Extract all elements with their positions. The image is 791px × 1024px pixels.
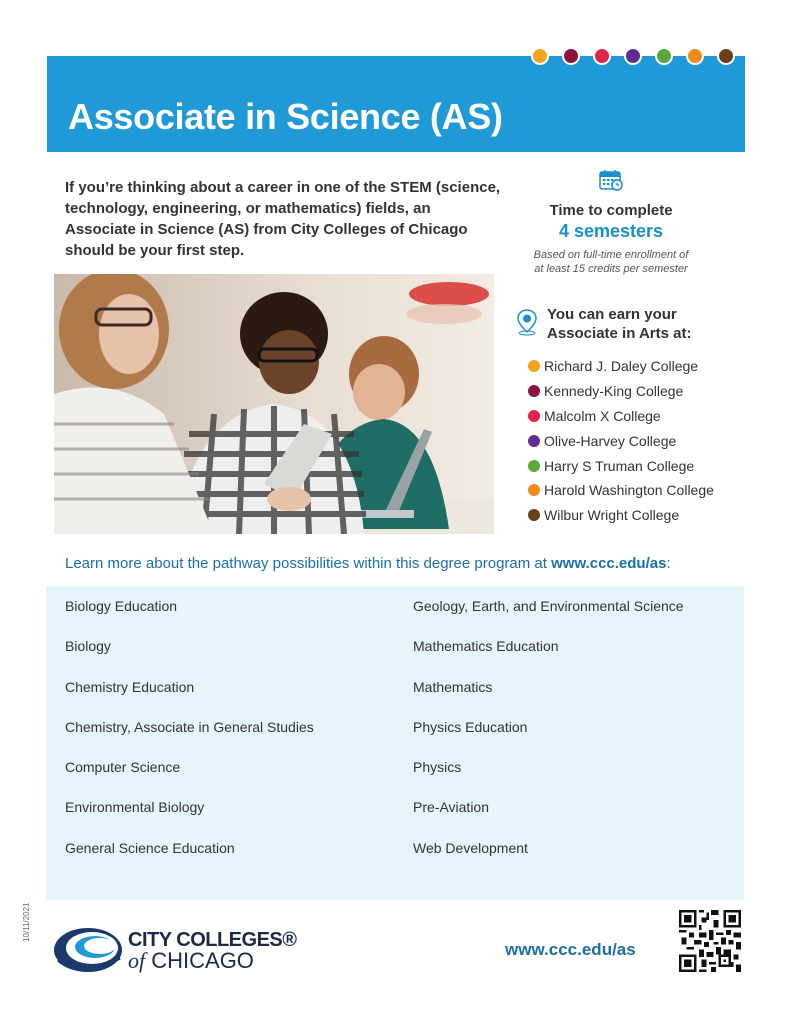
earn-title-line1: You can earn your <box>547 306 677 323</box>
pathway-item: Physics Education <box>413 718 528 735</box>
time-value: 4 semesters <box>558 221 664 241</box>
college-dot-icon <box>528 360 540 372</box>
college-item <box>528 478 714 503</box>
college-name: Kennedy-King College <box>544 383 684 400</box>
college-name: Malcolm X College <box>544 407 661 424</box>
college-name: Olive-Harvey College <box>544 432 677 449</box>
color-dot <box>593 47 611 65</box>
pathway-item: Mathematics Education <box>413 638 559 655</box>
pathway-item: Physics <box>413 759 462 776</box>
learn-more-label: Learn more about the pathway possibilities within this degree program at <box>65 555 552 572</box>
college-list <box>528 354 714 528</box>
learn-more-link[interactable]: www.ccc.edu/as <box>551 555 667 572</box>
time-note-line2: at least 15 credits per semester <box>534 263 688 275</box>
college-name: Richard J. Daley College <box>544 358 699 375</box>
earn-title <box>547 305 737 343</box>
pathway-item: General Science Education <box>65 839 235 856</box>
time-to-complete <box>516 168 706 276</box>
earn-title-line2: Associate in Arts at: <box>547 325 692 342</box>
logo-text-line2 <box>128 948 254 974</box>
pathway-item: Computer Science <box>65 759 181 776</box>
city-colleges-logo <box>50 920 297 981</box>
print-date: 10/11/2021 <box>22 902 31 942</box>
color-dot <box>562 47 580 65</box>
color-dot <box>655 47 673 65</box>
learn-more-text <box>65 555 671 572</box>
logo-swoosh-icon <box>50 920 126 976</box>
pathways-right-column <box>413 598 684 880</box>
college-name: Harold Washington College <box>544 482 714 499</box>
color-dot <box>686 47 704 65</box>
qr-code-icon[interactable] <box>679 910 741 972</box>
time-label: Time to complete <box>549 202 673 219</box>
students-photo <box>54 274 494 534</box>
pathway-item: Chemistry Education <box>65 678 195 695</box>
pathway-item: Environmental Biology <box>65 799 205 816</box>
college-dot-icon <box>528 385 540 397</box>
logo-text-line1: CITY COLLEGES® <box>128 929 297 951</box>
college-dot-icon <box>528 460 540 472</box>
pathways-left-column <box>65 598 314 880</box>
pathway-item: Mathematics <box>413 678 493 695</box>
footer-url-link[interactable]: www.ccc.edu/as <box>505 940 636 959</box>
color-dot <box>624 47 642 65</box>
time-note-line1: Based on full-time enrollment of <box>533 249 689 261</box>
college-item <box>528 354 714 379</box>
pathway-item: Pre-Aviation <box>413 799 490 816</box>
college-name: Wilbur Wright College <box>544 507 680 524</box>
logo-chicago: CHICAGO <box>151 948 254 973</box>
college-item <box>528 428 714 453</box>
college-name: Harry S Truman College <box>544 457 695 474</box>
header-banner <box>47 56 745 152</box>
time-note <box>516 248 706 276</box>
college-dot-icon <box>528 410 540 422</box>
pathway-item: Web Development <box>413 839 528 856</box>
page-title: Associate in Science (AS) <box>68 96 503 137</box>
college-dot-icon <box>528 509 540 521</box>
color-dot <box>531 47 549 65</box>
pathway-item: Biology <box>65 638 111 655</box>
college-dot-icon <box>528 484 540 496</box>
college-item <box>528 379 714 404</box>
color-dot <box>717 47 735 65</box>
pathway-item: Chemistry, Associate in General Studies <box>65 718 314 735</box>
college-item <box>528 503 714 528</box>
location-pin-icon <box>516 308 538 336</box>
pathway-item: Biology Education <box>65 598 178 614</box>
college-item <box>528 404 714 429</box>
intro-paragraph: If you’re thinking about a career in one of the STEM (science, technology, engineering, or mathematics) fields, an Associate in Science (AS) from City Colleges of Chicago should be your first step. <box>65 179 501 259</box>
college-dot-icon <box>528 435 540 447</box>
pathway-item: Geology, Earth, and Environmental Science <box>413 598 684 614</box>
pathways-panel <box>46 586 744 900</box>
color-dots <box>531 47 735 65</box>
learn-more-suffix: : <box>666 555 671 572</box>
logo-of: of <box>128 948 146 973</box>
calendar-icon <box>598 168 624 192</box>
college-item <box>528 453 714 478</box>
